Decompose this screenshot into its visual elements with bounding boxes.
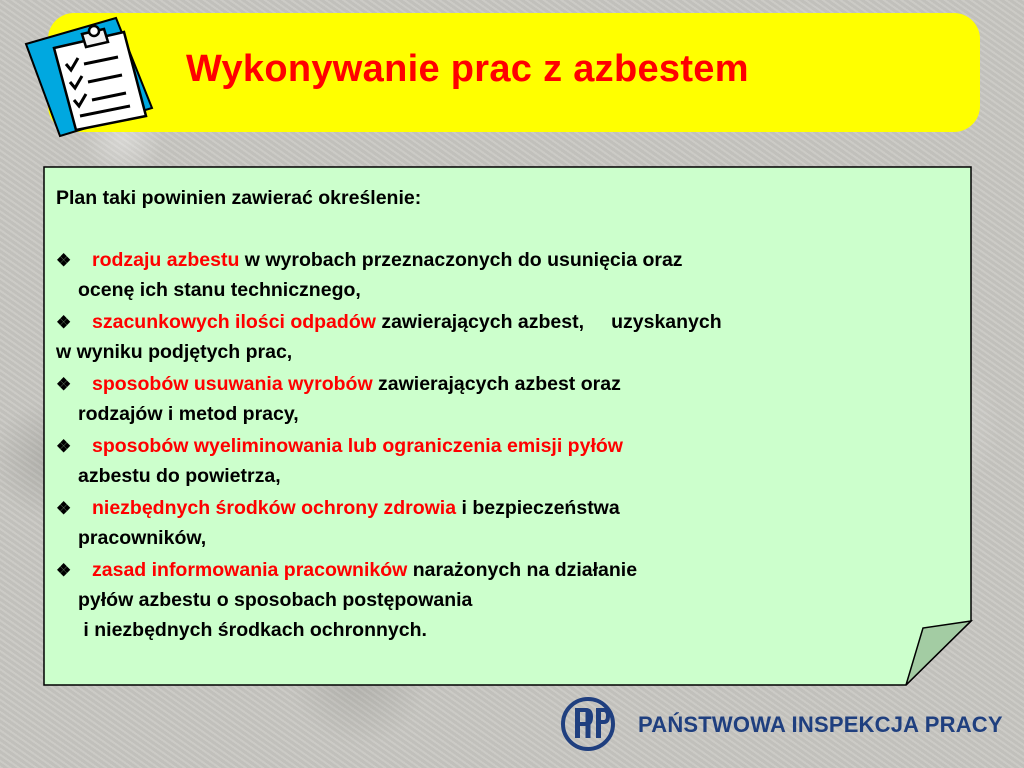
item-highlight: sposobów usuwania wyrobów	[92, 373, 373, 395]
item-highlight: sposobów wyeliminowania lub ograniczenia emisji pyłów	[92, 435, 623, 457]
item-text: zawierających azbest, uzyskanych	[375, 311, 722, 333]
organization-logo	[560, 696, 1010, 756]
item-continuation: pyłów azbestu o sposobach postępowania	[78, 589, 473, 611]
list-item	[56, 496, 620, 521]
diamond-bullet-icon: ❖	[56, 561, 72, 580]
item-highlight: szacunkowych ilości odpadów	[92, 311, 376, 333]
item-text: zawierających azbest oraz	[372, 373, 621, 395]
clipboard-icon	[20, 12, 160, 140]
item-continuation: azbestu do powietrza,	[78, 465, 281, 487]
list-item	[56, 310, 722, 335]
list-item	[56, 372, 621, 397]
slide-title: Wykonywanie prac z azbestem	[186, 48, 749, 90]
item-continuation: pracowników,	[78, 527, 207, 549]
item-continuation: rodzajów i metod pracy,	[78, 403, 299, 425]
content-note	[43, 166, 973, 686]
item-continuation: i niezbędnych środkach ochronnych.	[78, 619, 427, 641]
diamond-bullet-icon: ❖	[56, 499, 72, 518]
item-text: narażonych na działanie	[407, 559, 638, 581]
diamond-bullet-icon: ❖	[56, 437, 72, 456]
item-highlight: rodzaju azbestu	[92, 249, 240, 271]
item-continuation: w wyniku podjętych prac,	[56, 341, 293, 363]
diamond-bullet-icon: ❖	[56, 251, 72, 270]
diamond-bullet-icon: ❖	[56, 313, 72, 332]
item-text: i bezpieczeństwa	[456, 497, 620, 519]
diamond-bullet-icon: ❖	[56, 375, 72, 394]
organization-name: PAŃSTWOWA INSPEKCJA PRACY	[638, 712, 1003, 737]
list-item	[56, 558, 637, 583]
pip-emblem-icon	[560, 696, 616, 752]
item-highlight: zasad informowania pracowników	[92, 559, 408, 581]
list-item	[56, 434, 623, 459]
item-highlight: niezbędnych środków ochrony zdrowia	[92, 497, 457, 519]
item-text: w wyrobach przeznaczonych do usunięcia oraz	[239, 249, 683, 271]
intro-text: Plan taki powinien zawierać określenie:	[56, 187, 422, 209]
item-continuation: ocenę ich stanu technicznego,	[78, 279, 361, 301]
list-item	[56, 248, 683, 273]
